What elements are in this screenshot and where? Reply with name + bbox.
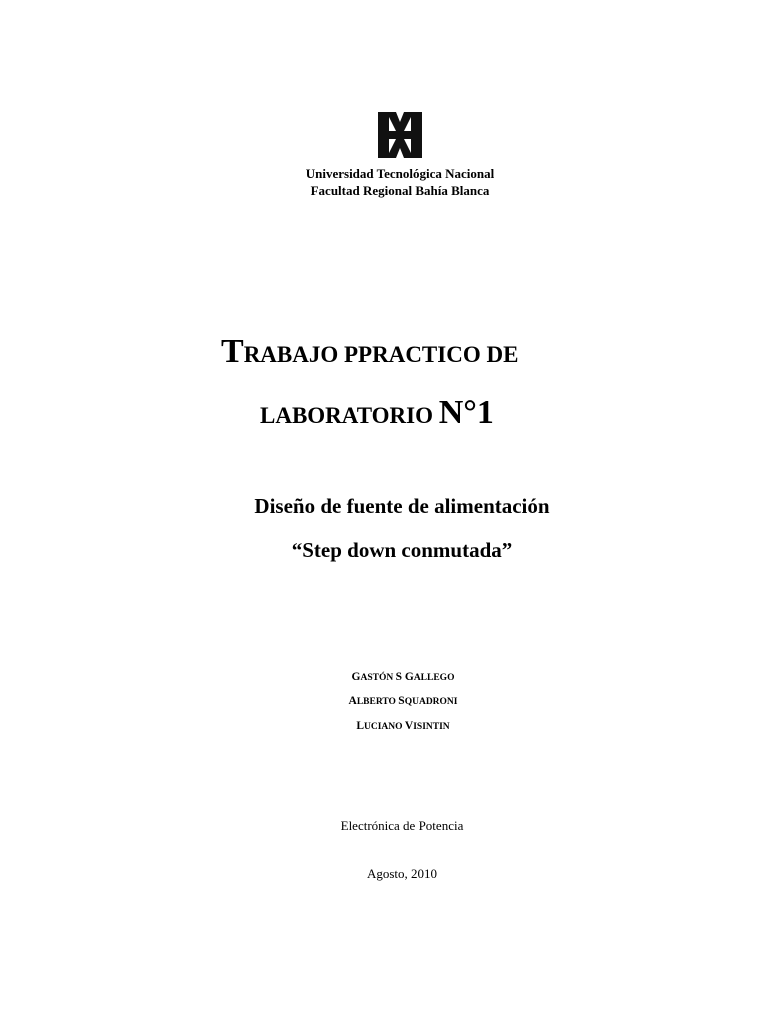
title-number: N°1 <box>438 394 494 431</box>
author-name: LUCIANO VISINTIN <box>356 720 450 732</box>
course-name: Electrónica de Potencia <box>340 818 464 833</box>
faculty-name: Facultad Regional Bahía Blanca <box>310 183 490 198</box>
subtitle-line2: “Step down conmutada” <box>291 538 513 562</box>
document-title-line1 <box>221 333 518 371</box>
title-line2-text: LABORATORIO <box>260 403 439 428</box>
author-name: ALBERTO SQUADRONI <box>348 695 458 707</box>
document-title-line2 <box>260 394 494 432</box>
title-initial: T <box>221 333 244 370</box>
title-rest: RABAJO PPRACTICO DE <box>243 342 519 367</box>
author-name: GASTÓN S GALLEGO <box>351 671 455 683</box>
document-date: Agosto, 2010 <box>366 866 438 881</box>
utn-logo-icon <box>374 112 426 158</box>
institution-name: Universidad Tecnológica Nacional <box>305 166 495 181</box>
subtitle-line1: Diseño de fuente de alimentación <box>254 494 550 518</box>
